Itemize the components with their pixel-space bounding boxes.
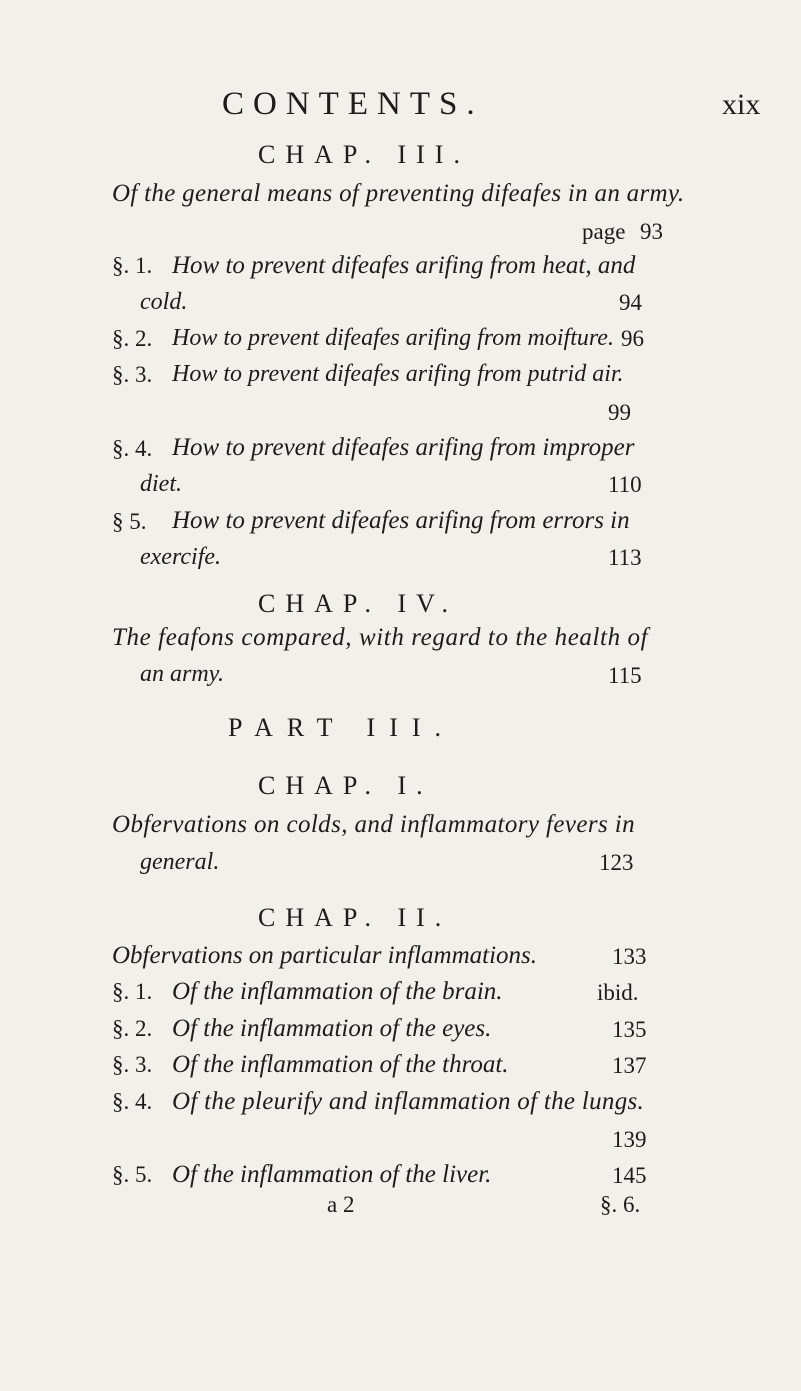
chapter-title-cont: general. bbox=[140, 849, 220, 875]
section-mark: §. 3. bbox=[112, 362, 153, 387]
chapter-title: The feafons compared, with regard to the health of bbox=[112, 624, 649, 651]
page-ref: 96 bbox=[621, 326, 644, 351]
page-ref: 135 bbox=[612, 1017, 647, 1042]
section-title-cont: diet. bbox=[140, 471, 182, 497]
chapter-title: Of the general means of preventing difeafes in an army. bbox=[112, 180, 685, 207]
chapter-heading: CHAP. III. bbox=[258, 140, 470, 169]
chapter-title: Obfervations on particular inflammations. bbox=[112, 942, 537, 969]
section-title-cont: exercife. bbox=[140, 544, 222, 570]
chapter-heading: CHAP. I. bbox=[258, 771, 433, 800]
section-mark: §. 4. bbox=[112, 1089, 153, 1114]
section-title: Of the inflammation of the brain. bbox=[172, 978, 503, 1005]
running-head: CONTENTS. bbox=[222, 86, 484, 122]
section-title: How to prevent difeafes arifing from heat, and bbox=[172, 252, 636, 279]
page-ref: 115 bbox=[608, 663, 642, 688]
catchword: §. 6. bbox=[600, 1192, 641, 1217]
page-ref: 123 bbox=[599, 850, 634, 875]
section-mark: §. 4. bbox=[112, 436, 153, 461]
page-ref: 137 bbox=[612, 1053, 647, 1078]
page-ref: 133 bbox=[612, 944, 647, 969]
page-ref: 110 bbox=[608, 472, 642, 497]
signature-mark: a 2 bbox=[327, 1192, 355, 1217]
section-title: Of the pleurify and inflammation of the lungs. bbox=[172, 1088, 645, 1115]
chapter-heading: CHAP. IV. bbox=[258, 589, 459, 618]
page-number: xix bbox=[722, 88, 761, 121]
section-mark: §. 1. bbox=[112, 253, 153, 278]
section-title: How to prevent difeafes arifing from putrid air. bbox=[172, 361, 624, 387]
page-ref: 94 bbox=[619, 290, 642, 315]
page-ref: 139 bbox=[612, 1127, 647, 1152]
section-title-cont: cold. bbox=[140, 289, 188, 315]
section-title: How to prevent difeafes arifing from errors in bbox=[172, 507, 630, 534]
page-ref: 113 bbox=[608, 545, 642, 570]
page-ref: 145 bbox=[612, 1163, 647, 1188]
section-mark: §. 5. bbox=[112, 1162, 153, 1187]
section-title: Of the inflammation of the throat. bbox=[172, 1051, 509, 1078]
section-mark: §. 1. bbox=[112, 979, 153, 1004]
section-title: How to prevent difeafes arifing from moifture. bbox=[172, 325, 614, 351]
section-title: Of the inflammation of the liver. bbox=[172, 1161, 492, 1188]
section-mark: § 5. bbox=[112, 509, 147, 534]
section-mark: §. 2. bbox=[112, 1016, 153, 1041]
page-ref: 99 bbox=[608, 400, 631, 425]
part-heading: PART III. bbox=[228, 713, 456, 742]
chapter-title: Obfervations on colds, and inflammatory fevers in bbox=[112, 811, 636, 838]
section-title: How to prevent difeafes arifing from improper bbox=[172, 434, 635, 461]
page-prefix: page bbox=[582, 219, 626, 244]
chapter-heading: CHAP. II. bbox=[258, 903, 452, 932]
section-mark: §. 2. bbox=[112, 326, 153, 351]
section-mark: §. 3. bbox=[112, 1052, 153, 1077]
page-ref: 93 bbox=[640, 219, 663, 244]
chapter-title-cont: an army. bbox=[140, 661, 224, 687]
page-ref: ibid. bbox=[597, 980, 639, 1005]
section-title: Of the inflammation of the eyes. bbox=[172, 1015, 492, 1042]
